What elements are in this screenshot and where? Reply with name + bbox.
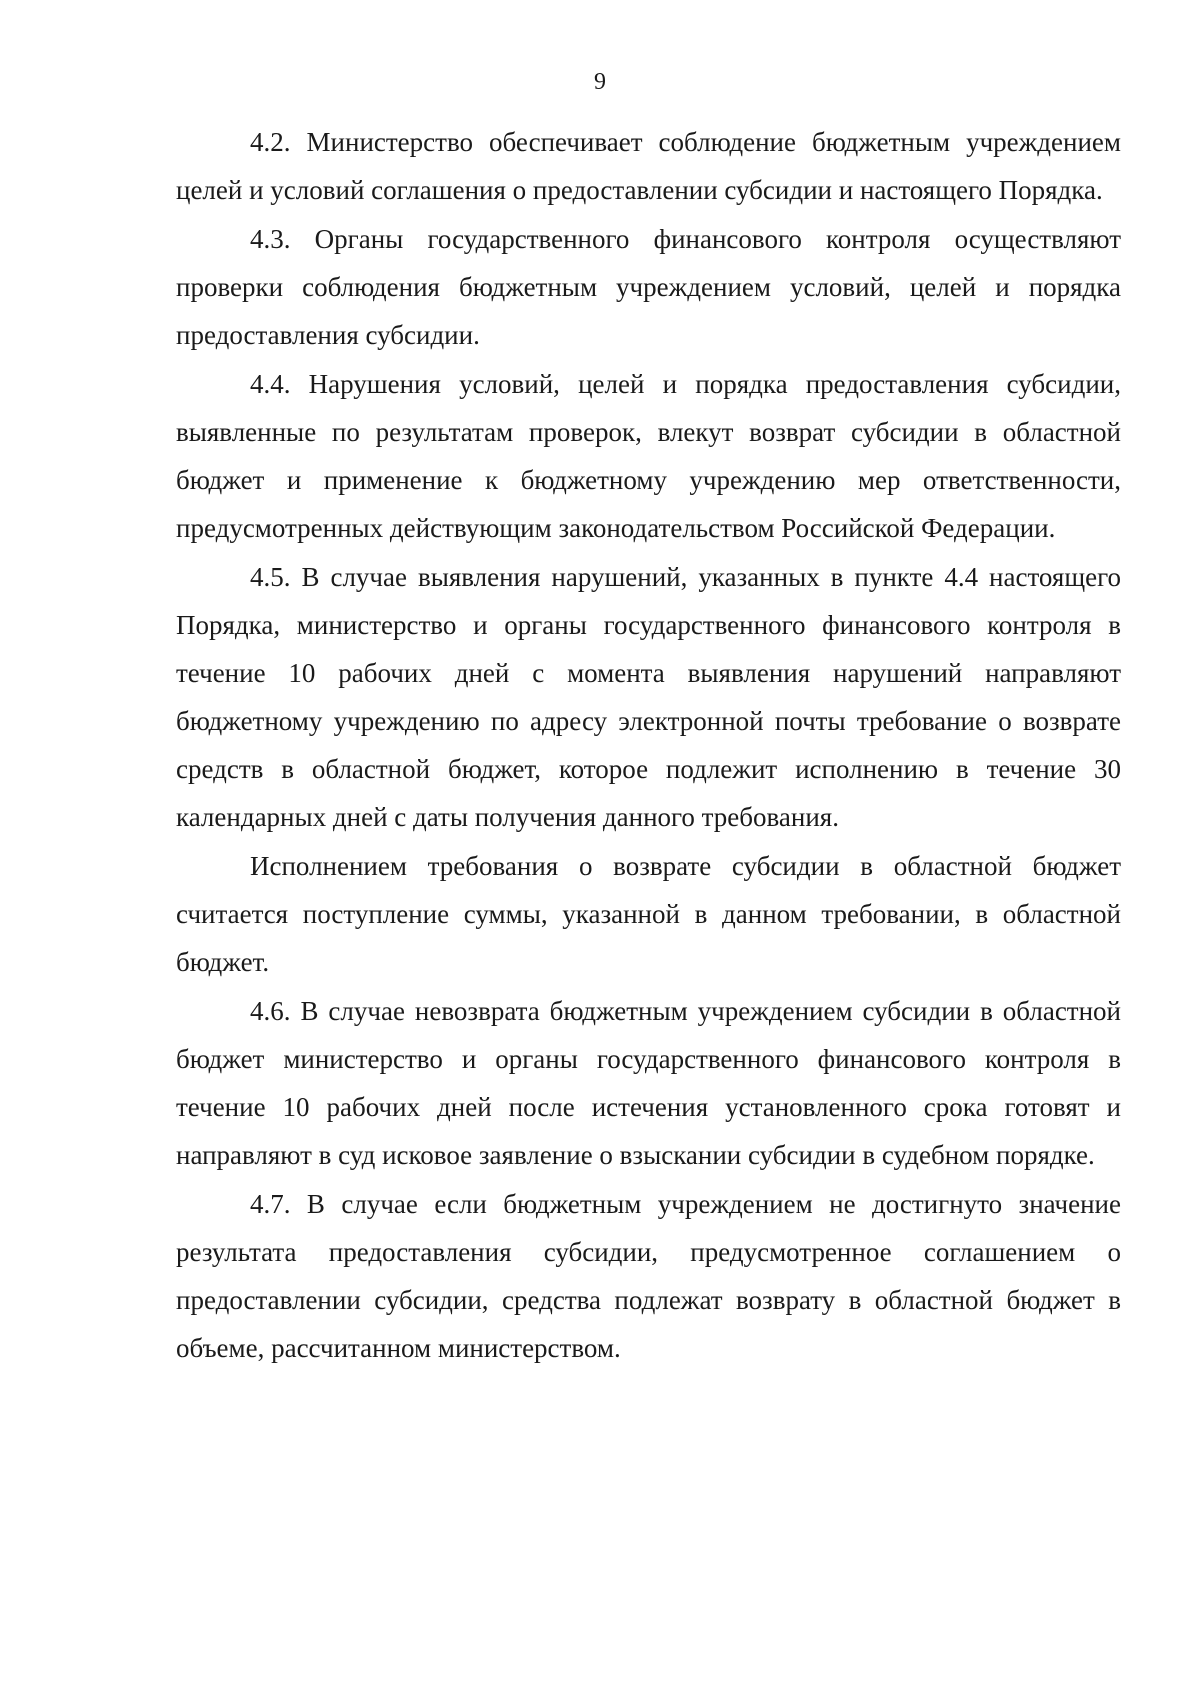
paragraph-4-5: 4.5. В случае выявления нарушений, указанных в пункте 4.4 настоящего Порядка, министерство и органы государственного финансового контроля в течение 10 рабочих дней с момента выявления нарушений направляют бюджетному учреждению по адресу электронной почты требование о возврате средств в областной бюджет, которое подлежит исполнению в течение 30 календарных дней с даты получения данного требования. [176, 562, 1121, 832]
paragraph-4-7: 4.7. В случае если бюджетным учреждением не достигнуто значение результата предоставления субсидии, предусмотренное соглашением о предоставлении субсидии, средства подлежат возврату в областной бюджет в объеме, рассчитанном министерством. [176, 1189, 1121, 1363]
document-body [176, 118, 1121, 1373]
paragraph-4-3: 4.3. Органы государственного финансового контроля осуществляют проверки соблюдения бюджетным учреждением условий, целей и порядка предоставления субсидии. [176, 224, 1121, 350]
paragraph-4-2: 4.2. Министерство обеспечивает соблюдение бюджетным учреждением целей и условий соглашения о предоставлении субсидии и настоящего Порядка. [176, 127, 1121, 205]
paragraph-4-5-continuation: Исполнением требования о возврате субсидии в областной бюджет считается поступление суммы, указанной в данном требовании, в областной бюджет. [176, 851, 1121, 977]
paragraph-4-4: 4.4. Нарушения условий, целей и порядка предоставления субсидии, выявленные по результатам проверок, влекут возврат субсидии в областной бюджет и применение к бюджетному учреждению мер ответственности, предусмотренных действующим законодательством Российской Федерации. [176, 369, 1121, 543]
page-number: 9 [594, 69, 606, 95]
paragraph-4-6: 4.6. В случае невозврата бюджетным учреждением субсидии в областной бюджет министерство и органы государственного финансового контроля в течение 10 рабочих дней после истечения установленного срока готовят и направляют в суд исковое заявление о взыскании субсидии в судебном порядке. [176, 996, 1121, 1170]
